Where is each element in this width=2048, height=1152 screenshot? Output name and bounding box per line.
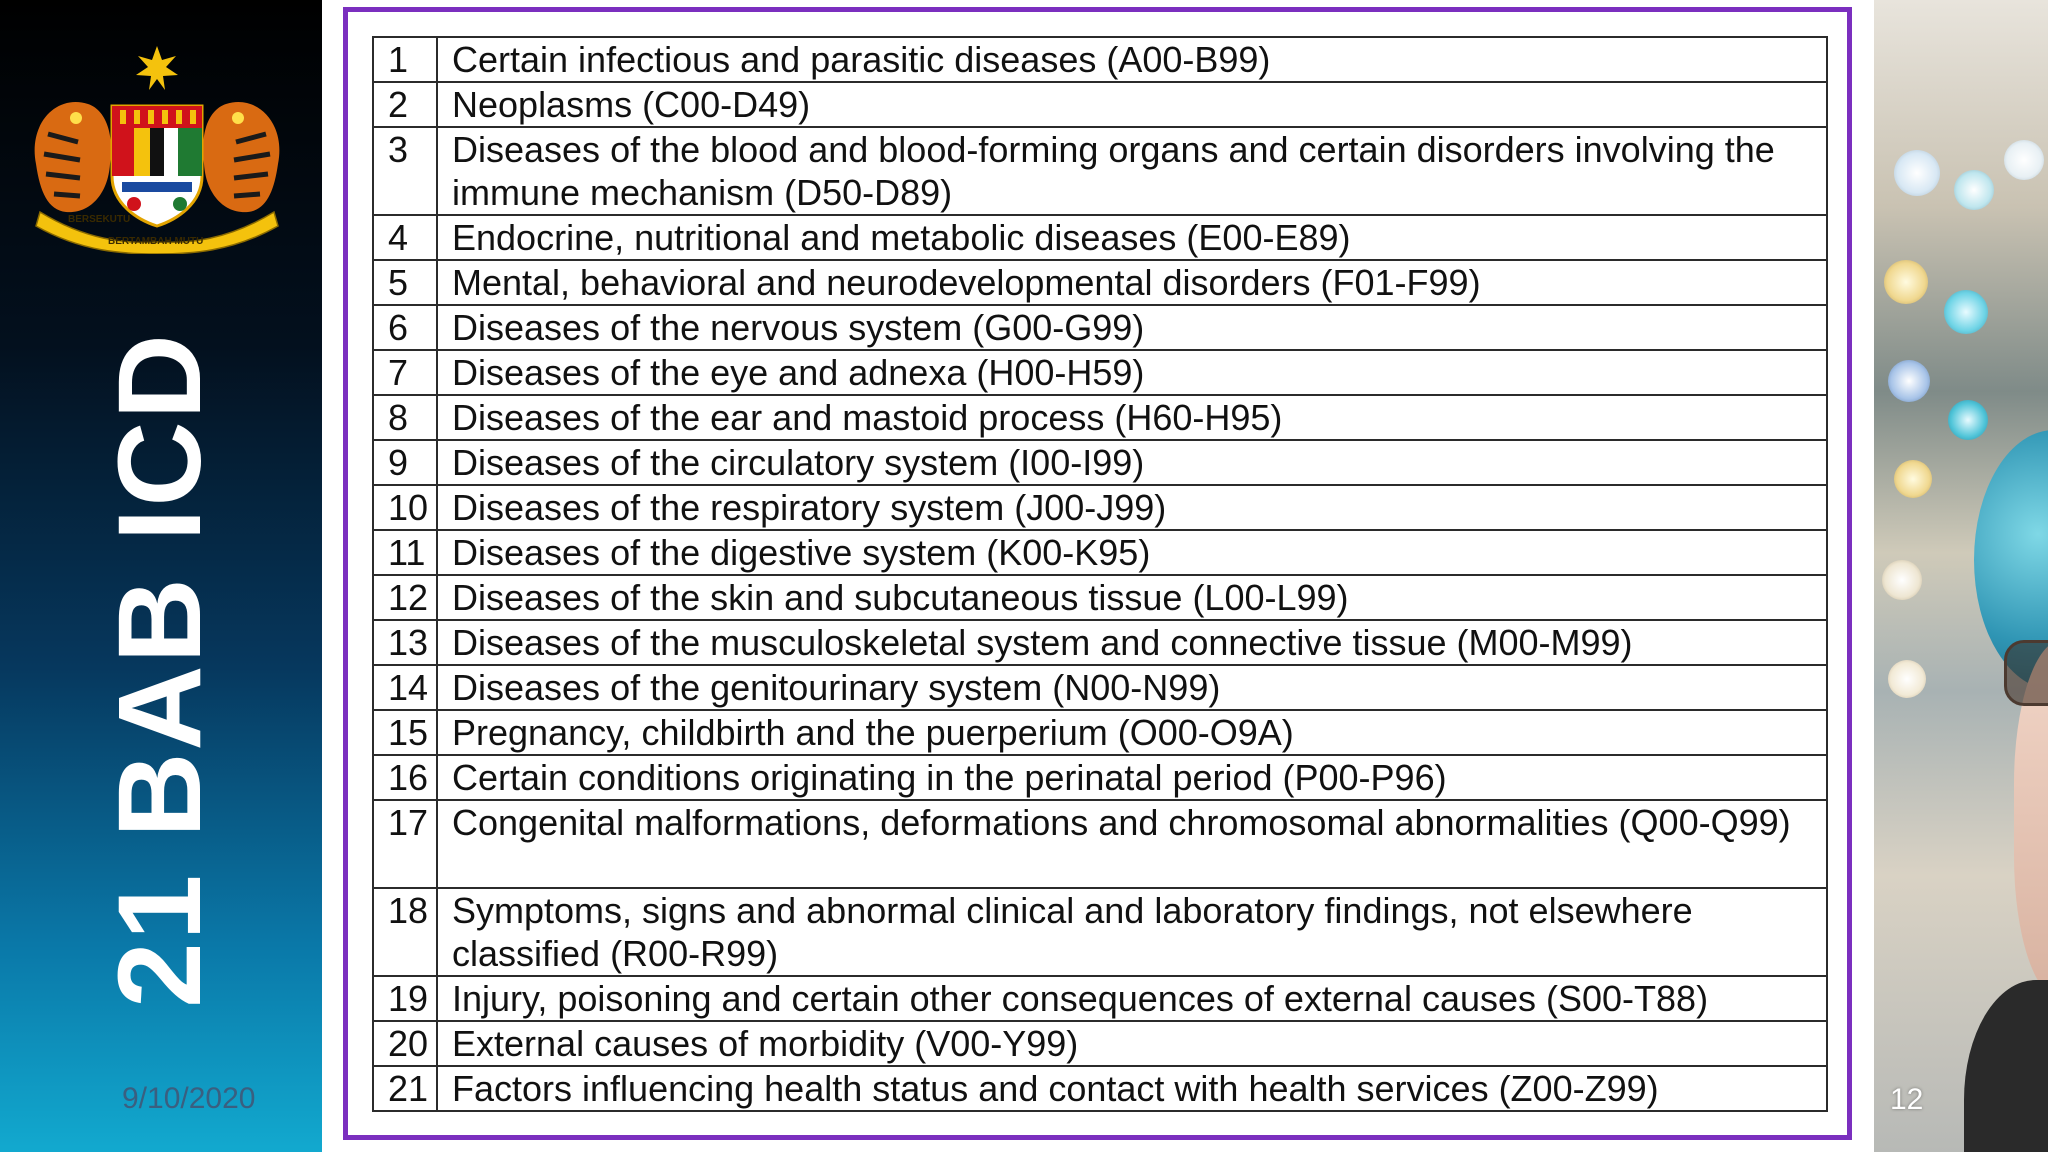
chapter-number: 19 [373,976,437,1021]
chapter-number: 3 [373,127,437,215]
chapter-title: Diseases of the blood and blood-forming organs and certain disorders involving the immune mechanism (D50-D89) [437,127,1827,215]
chapter-title: Diseases of the skin and subcutaneous tissue (L00-L99) [437,575,1827,620]
chapter-number: 6 [373,305,437,350]
table-frame [343,7,1852,1140]
table-row [373,888,1827,976]
chapter-title: Neoplasms (C00-D49) [437,82,1827,127]
chapter-title: Endocrine, nutritional and metabolic diseases (E00-E89) [437,215,1827,260]
table-row [373,710,1827,755]
chapter-title: Factors influencing health status and contact with health services (Z00-Z99) [437,1066,1827,1111]
chapter-title: Injury, poisoning and certain other consequences of external causes (S00-T88) [437,976,1827,1021]
icd-chapter-table [372,36,1828,1112]
chapter-title: Mental, behavioral and neurodevelopmental disorders (F01-F99) [437,260,1827,305]
malaysia-coat-of-arms-icon [26,44,288,254]
chapter-title: External causes of morbidity (V00-Y99) [437,1021,1827,1066]
table-row [373,37,1827,82]
chapter-number: 18 [373,888,437,976]
chapter-title: Congenital malformations, deformations and chromosomal abnormalities (Q00-Q99) [437,800,1827,888]
table-row [373,530,1827,575]
surgeon-photo [1874,0,2048,1152]
left-banner [0,0,322,1152]
chapter-title: Diseases of the ear and mastoid process (H60-H95) [437,395,1827,440]
table-row [373,350,1827,395]
chapter-title: Symptoms, signs and abnormal clinical and laboratory findings, not elsewhere classified (R00-R99) [437,888,1827,976]
chapter-number: 15 [373,710,437,755]
table-row [373,485,1827,530]
chapter-title: Diseases of the respiratory system (J00-J99) [437,485,1827,530]
svg-text:BERTAMBAH MUTU: BERTAMBAH MUTU [108,236,204,247]
chapter-number: 8 [373,395,437,440]
table-row [373,620,1827,665]
table-row [373,395,1827,440]
chapter-number: 16 [373,755,437,800]
chapter-number: 12 [373,575,437,620]
chapter-title: Diseases of the musculoskeletal system and connective tissue (M00-M99) [437,620,1827,665]
table-row [373,800,1827,888]
chapter-title: Certain infectious and parasitic diseases (A00-B99) [437,37,1827,82]
chapter-title: Certain conditions originating in the perinatal period (P00-P96) [437,755,1827,800]
chapter-title: Diseases of the eye and adnexa (H00-H59) [437,350,1827,395]
table-row [373,82,1827,127]
chapter-number: 14 [373,665,437,710]
chapter-number: 1 [373,37,437,82]
slide-date: 9/10/2020 [122,1082,256,1115]
chapter-title: Diseases of the nervous system (G00-G99) [437,305,1827,350]
table-row [373,1021,1827,1066]
chapter-number: 4 [373,215,437,260]
chapter-title: Diseases of the circulatory system (I00-I99) [437,440,1827,485]
chapter-number: 20 [373,1021,437,1066]
chapter-number: 2 [373,82,437,127]
page-number: 12 [1890,1083,1924,1116]
chapter-number: 5 [373,260,437,305]
chapter-number: 17 [373,800,437,888]
table-row [373,575,1827,620]
chapter-number: 13 [373,620,437,665]
chapter-number: 10 [373,485,437,530]
chapter-title: Diseases of the genitourinary system (N00-N99) [437,665,1827,710]
chapter-title: Pregnancy, childbirth and the puerperium (O00-O9A) [437,710,1827,755]
table-row [373,665,1827,710]
chapter-number: 7 [373,350,437,395]
table-row [373,215,1827,260]
table-row [373,976,1827,1021]
table-row [373,440,1827,485]
table-row [373,260,1827,305]
chapter-number: 9 [373,440,437,485]
svg-text:BERSEKUTU: BERSEKUTU [68,214,131,225]
table-row [373,1066,1827,1111]
table-row [373,755,1827,800]
table-row [373,305,1827,350]
chapter-number: 11 [373,530,437,575]
vertical-title: 21 BAB ICD [94,332,226,1008]
chapter-title: Diseases of the digestive system (K00-K95) [437,530,1827,575]
table-row [373,127,1827,215]
chapter-number: 21 [373,1066,437,1111]
